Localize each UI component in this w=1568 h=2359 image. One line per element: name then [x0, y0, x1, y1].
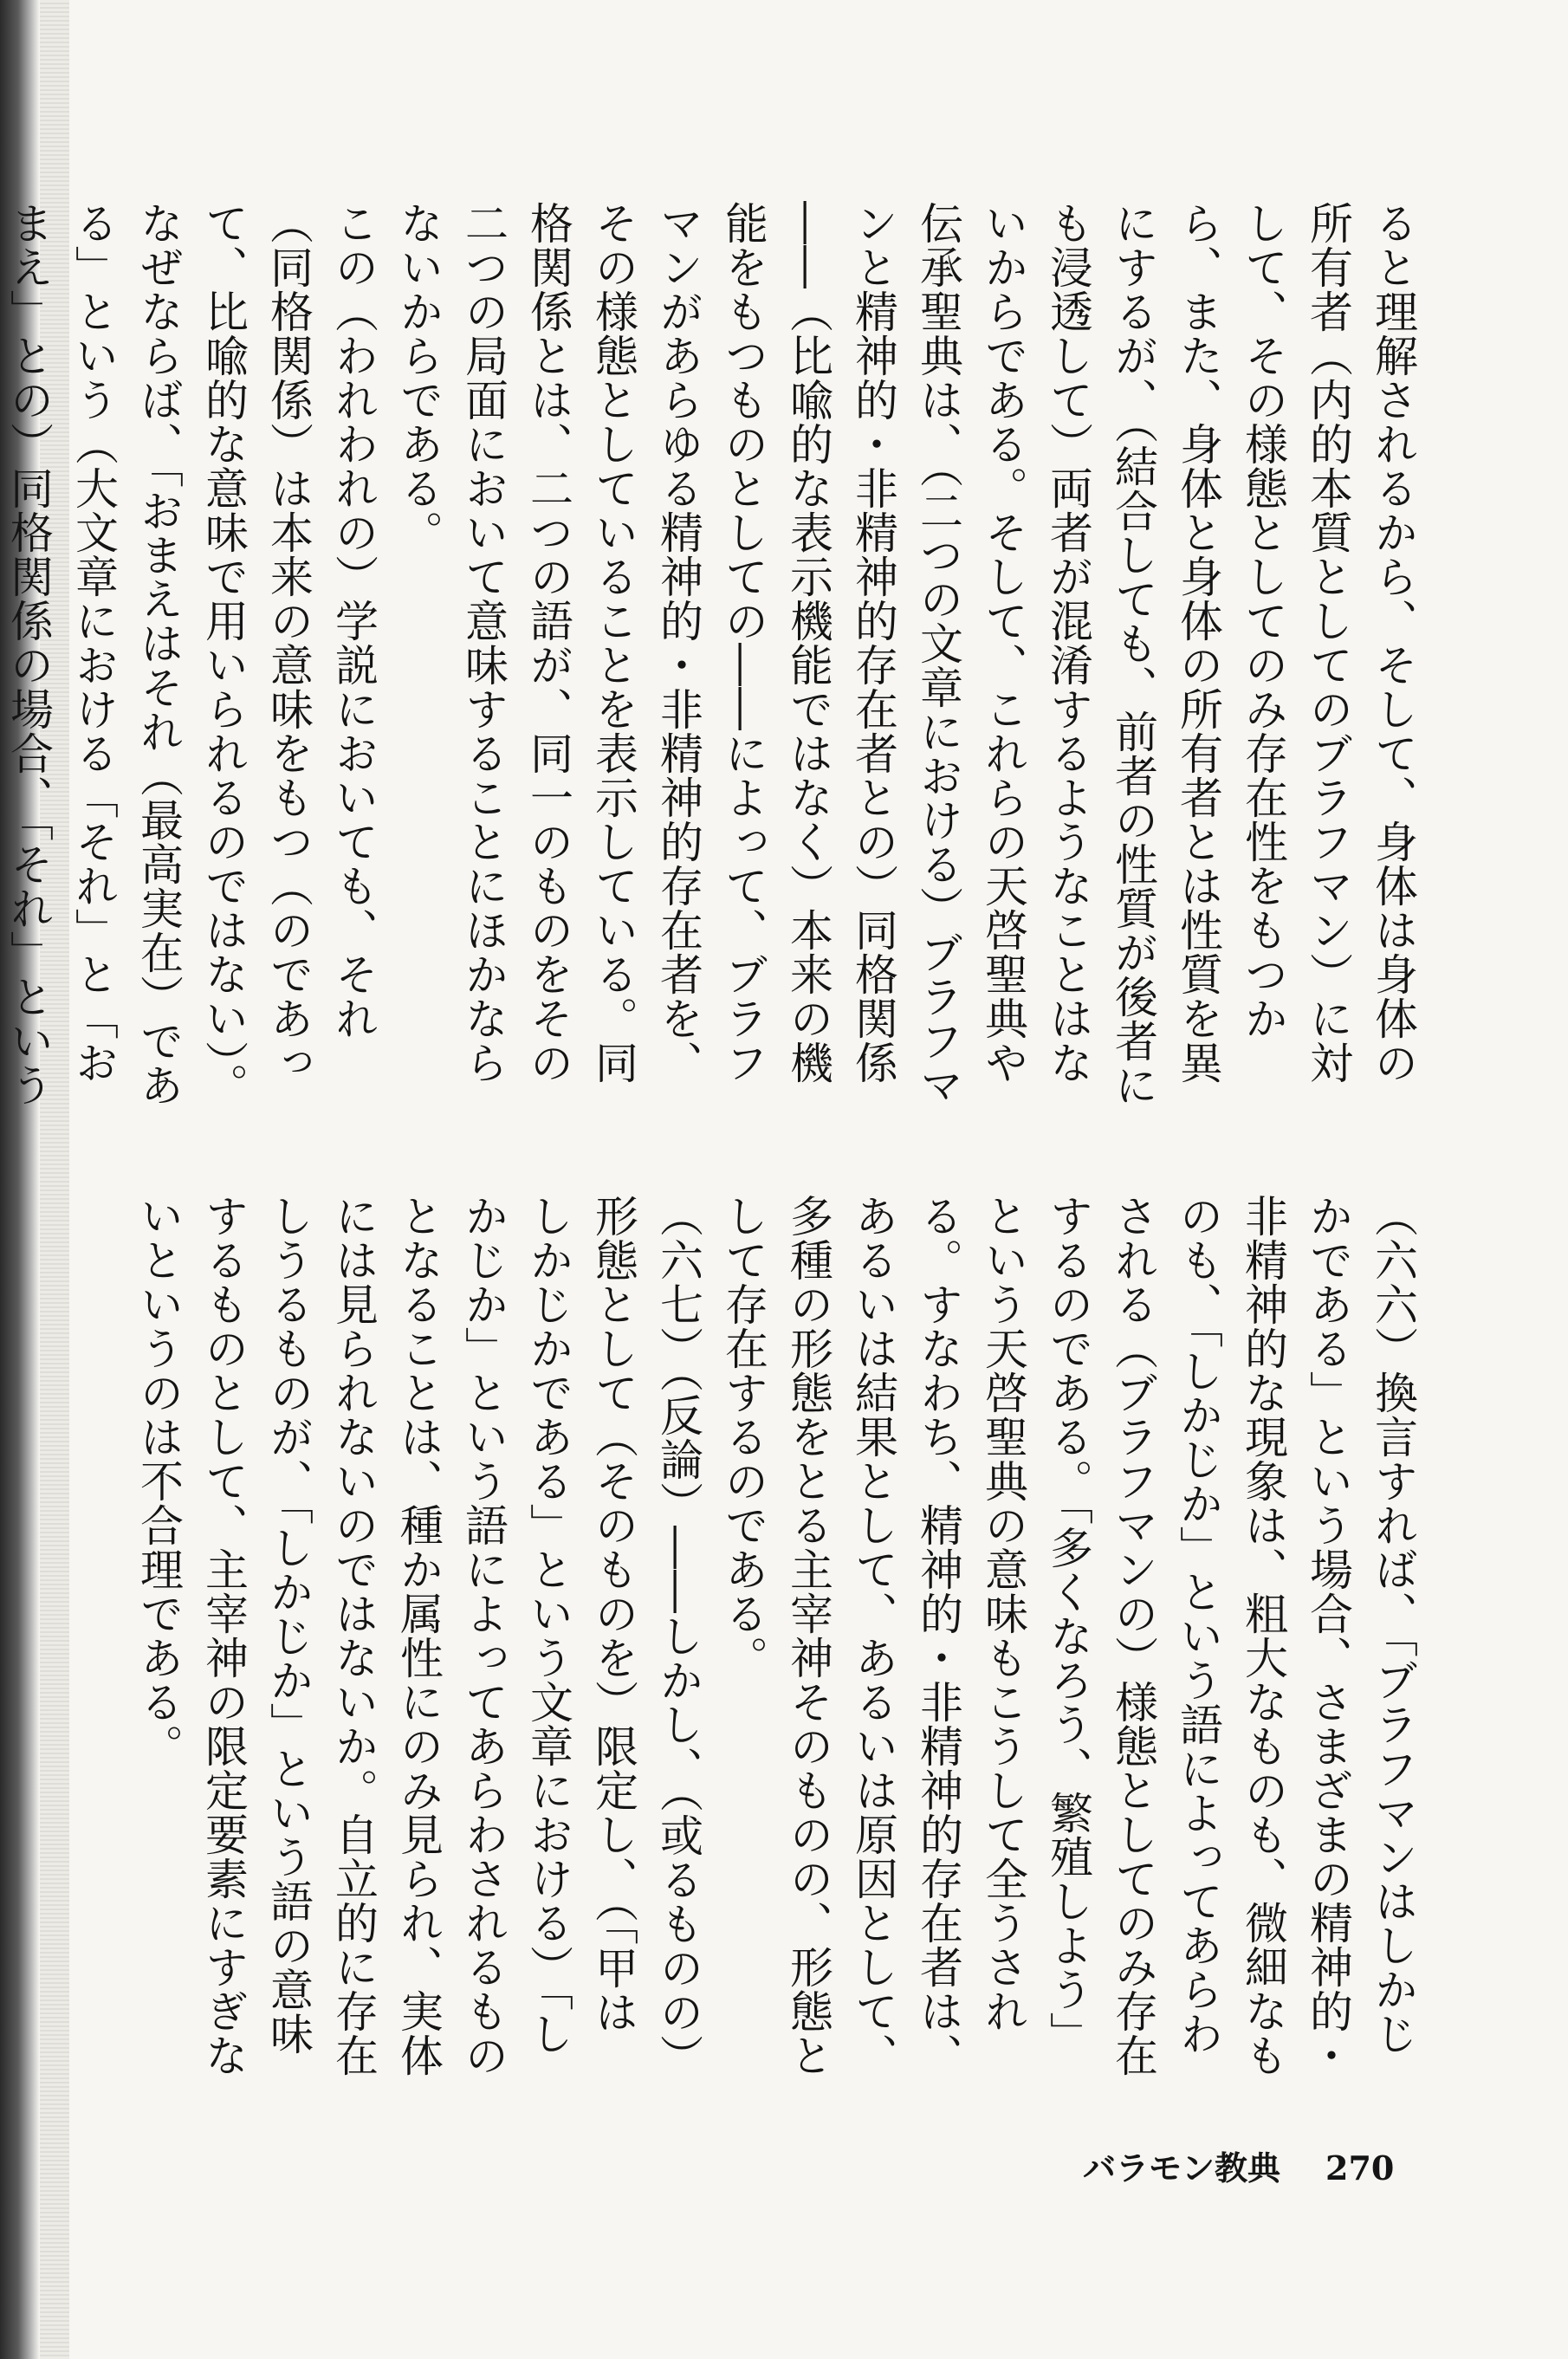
book-title: バラモン教典: [1083, 2148, 1281, 2187]
page-footer: [1083, 2142, 1394, 2189]
upper-text-block: [3, 201, 1425, 1128]
paragraph: ると理解されるから、そして、身体は身体の所有者（内的本質としてのブラフマン）に対して、その様態としてのみ存在性をもつから、また、身体と身体の所有者とは性質を異にするが、（結合しても、前者の性質が後者にも浸透して）両者が混淆するようなことはないからである。そして、これらの天啓聖典や伝承聖典は、（二つの文章における）ブラフマンと精神的・非精神的存在者との）同格関係――（比喩的な表示機能ではなく）本来の機能をもつものとしての――によって、ブラフマンがあらゆる精神的・非精神的存在者を、その様態としていることを表示している。同格関係とは、二つの語が、同一のものをその二つの局面において意味することにほかならないからである。: [393, 201, 1418, 1107]
lower-text-block: [133, 1194, 1425, 2077]
paragraph: （六七）（反論）――しかし、（或るものの）形態として（そのものを）限定し、（「甲はしかじかである」という文章における）「しかじか」という語によってあらわされるものとなることは、種か属性にのみ見られ、実体には見られないのではないか。自立的に存在しうるものが、「しかじか」という語の意味するものとして、主宰神の限定要素にすぎないというのは不合理である。: [133, 1194, 703, 2077]
paragraph: （六六）換言すれば、「ブラフマンはしかじかである」という場合、さまざまの精神的・非精神的な現象は、粗大なものも、微細なものも、「しかじか」という語によってあらわされる（ブラフマンの）様態としてのみ存在するのである。「多くなろう、繁殖しよう」という天啓聖典の意味もこうして全うされる。すなわち、精神的・非精神的存在者は、あるいは結果として、あるいは原因として、多種の形態をとる主宰神そのものの、形態として存在するのである。: [718, 1194, 1418, 2077]
paragraph: この（われわれの）学説においても、それ（同格関係）は本来の意味をもつ（のであって、比喩的な意味で用いられるのではない）。なぜならば、「おまえはそれ（最高実在）である」という（大文章における「それ」と「おまえ」との）同格関係の場合、「それ」という: [3, 201, 379, 1107]
page-number: 270: [1325, 2148, 1395, 2187]
